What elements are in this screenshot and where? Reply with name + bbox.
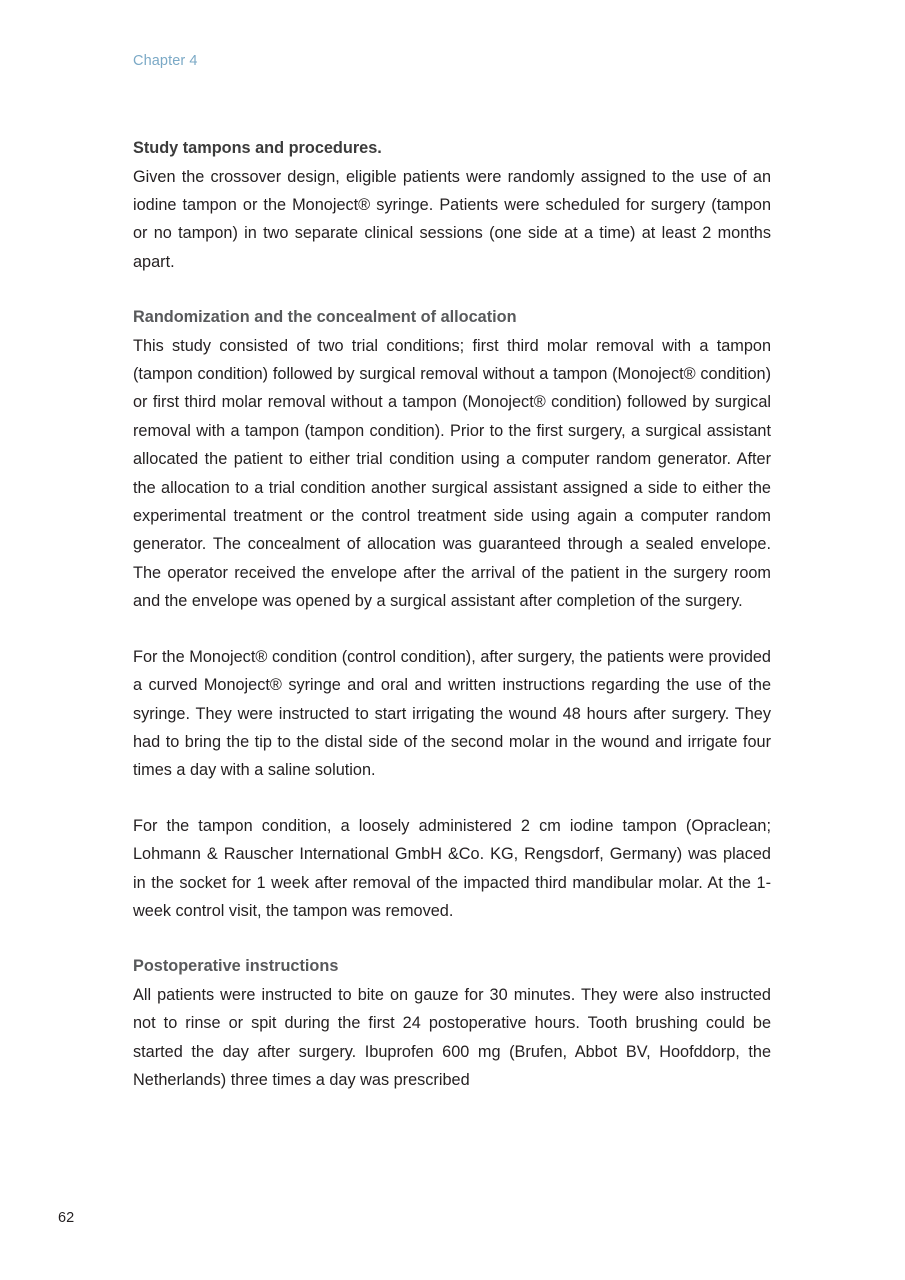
page-number: 62	[58, 1210, 75, 1226]
paragraph: This study consisted of two trial conditions; first third molar removal with a tampon (tampon condition) followed by surgical removal without a tampon (Monoject® condition) or first third molar removal without a tampon (Monoject® condition) followed by surgical removal with a tampon (tampon condition). Prior to the first surgery, a surgical assistant allocated the patient to either trial condition using a computer random generator. After the allocation to a trial condition another surgical assistant assigned a side to either the experimental treatment or the control treatment side using again a computer random generator. The concealment of allocation was guaranteed through a sealed envelope. The operator received the envelope after the arrival of the patient in the surgery room and the envelope was opened by a surgical assistant after completion of the surgery.	[133, 336, 771, 611]
section-postoperative-instructions	[133, 952, 771, 1094]
section-randomization-tampon	[133, 812, 771, 926]
section-randomization-monoject	[133, 643, 771, 785]
running-header-chapter: Chapter 4	[133, 53, 198, 69]
section-randomization-heading-block	[133, 303, 771, 616]
section-heading: Randomization and the concealment of allocation	[133, 308, 517, 327]
section-heading: Postoperative instructions	[133, 957, 339, 976]
paragraph: For the tampon condition, a loosely administered 2 cm iodine tampon (Opraclean; Lohmann & Rauscher International GmbH &Co. KG, Rengsdorf, Germany) was placed in the socket for 1 week after removal of the impacted third mandibular molar. At the 1-week control visit, the tampon was removed.	[133, 816, 771, 920]
section-study-tampons	[133, 134, 771, 276]
paragraph: Given the crossover design, eligible patients were randomly assigned to the use of an iodine tampon or the Monoject® syringe. Patients were scheduled for surgery (tampon or no tampon) in two separate clinical sessions (one side at a time) at least 2 months apart.	[133, 167, 771, 271]
paragraph: For the Monoject® condition (control condition), after surgery, the patients were provided a curved Monoject® syringe and oral and written instructions regarding the use of the syringe. They were instructed to start irrigating the wound 48 hours after surgery. They had to bring the tip to the distal side of the second molar in the wound and irrigate four times a day with a saline solution.	[133, 647, 771, 780]
page-body	[133, 134, 771, 1121]
paragraph: All patients were instructed to bite on gauze for 30 minutes. They were also instructed not to rinse or spit during the first 24 postoperative hours. Tooth brushing could be started the day after surgery. Ibuprofen 600 mg (Brufen, Abbot BV, Hoofddorp, the Netherlands) three times a day was prescribed	[133, 985, 771, 1090]
section-heading: Study tampons and procedures.	[133, 139, 382, 157]
